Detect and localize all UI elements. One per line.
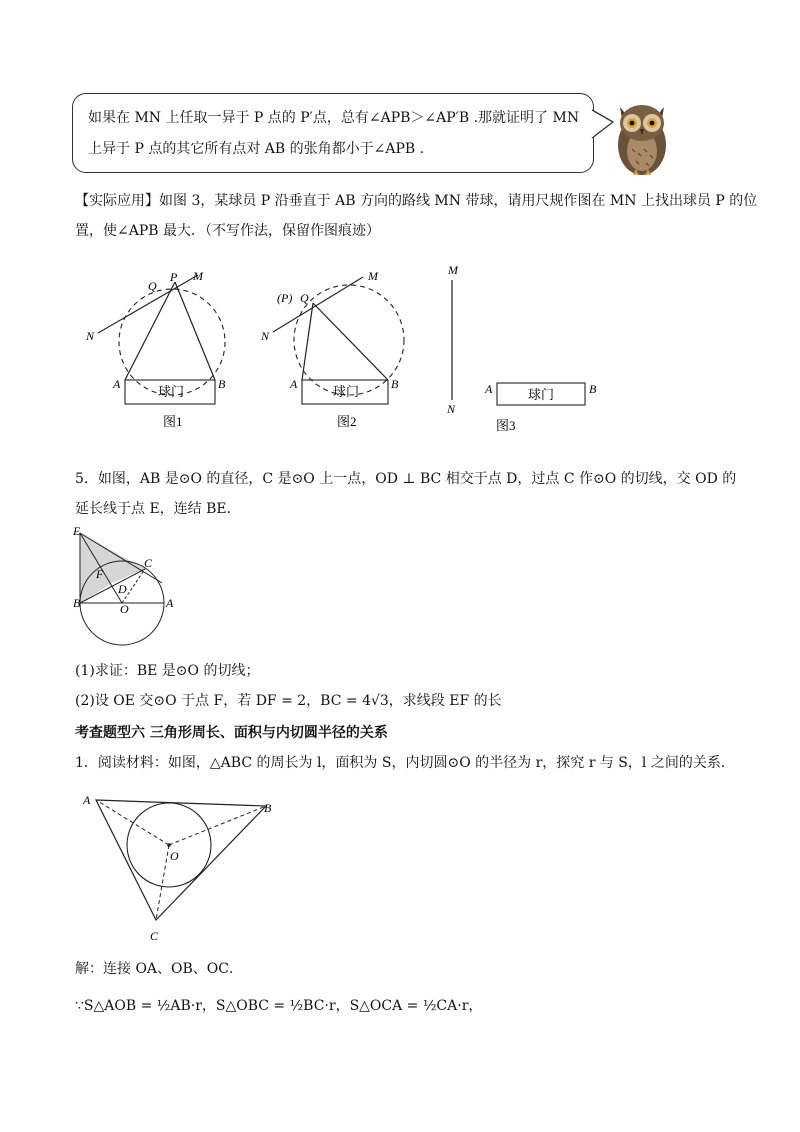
fig1-label-p: P: [170, 270, 178, 284]
incircle-label-b: B: [264, 801, 272, 815]
figure-1: [80, 260, 250, 435]
fig1-label-m: M: [193, 269, 203, 283]
fig3-goal-label: 球门: [528, 387, 555, 402]
section-q1: 1．阅读材料：如图，△ABC 的周长为 l，面积为 S，内切圆⊙O 的半径为 r，探究 r 与 S，l 之间的关系．: [75, 755, 735, 771]
fig2-goal-label: 球门: [333, 384, 360, 399]
fig3-label-b: B: [589, 382, 597, 396]
fig1-caption: 图1: [163, 414, 183, 429]
practice-line-2: 置，使∠APB 最大．（不写作法，保留作图痕迹）: [75, 223, 380, 239]
section-title: 考查题型六 三角形周长、面积与内切圆半径的关系: [75, 725, 388, 741]
incircle-figure: [80, 790, 290, 950]
fig2-line-ap: [302, 303, 313, 380]
q5-label-c: C: [144, 556, 153, 570]
practice-line-1: 【实际应用】如图 3，某球员 P 沿垂直于 AB 方向的路线 MN 带球，请用尺规作图在 MN 上找出球员 P 的位: [75, 193, 758, 209]
fig1-line-pb: [175, 282, 215, 380]
fig2-label-n: N: [261, 329, 270, 343]
fig1-label-a: A: [113, 377, 121, 391]
incircle-label-a: A: [83, 793, 91, 807]
q5-label-a: A: [166, 596, 174, 610]
fig2-label-b: B: [391, 377, 399, 391]
q5-shaded-region: [80, 533, 145, 603]
q5-figure: [70, 525, 180, 655]
figure-3: [440, 260, 610, 440]
q5-part-1: (1)求证：BE 是⊙O 的切线；: [75, 663, 260, 679]
center-point: [167, 843, 171, 847]
fig3-caption: 图3: [496, 418, 516, 433]
figure-2: [255, 260, 425, 435]
callout-box: [72, 93, 594, 173]
q5-label-d: D: [118, 582, 127, 596]
incircle-label-c: C: [150, 929, 159, 943]
fig1-goal-label: 球门: [158, 384, 185, 399]
fig2-label-m: M: [368, 269, 378, 283]
fig1-line-ap: [125, 282, 175, 380]
q5-label-b: B: [73, 596, 81, 610]
fig3-label-m: M: [448, 263, 458, 277]
callout-line-1: 如果在 MN 上任取一异于 P 点的 P′点，总有∠APB＞∠AP′B .那就证明了 MN: [88, 110, 580, 126]
fig3-label-n: N: [447, 402, 456, 416]
fig2-label-q: Q: [300, 291, 309, 305]
fig3-label-a: A: [485, 382, 493, 396]
q5-label-f: F: [96, 567, 104, 581]
fig1-label-n: N: [86, 329, 95, 343]
q5-line-1: 5．如图，AB 是⊙O 的直径，C 是⊙O 上一点，OD ⊥ BC 相交于点 D，过点 C 作⊙O 的切线，交 OD 的: [75, 471, 737, 487]
line-ob: [169, 806, 266, 845]
fig2-label-a: A: [290, 377, 298, 391]
fig1-label-b: B: [218, 377, 226, 391]
callout-line-2: 上异于 P 点的其它所有点对 AB 的张角都小于∠APB .: [88, 141, 425, 157]
fig1-circle: [119, 289, 225, 395]
q5-label-o: O: [120, 602, 129, 616]
fig1-label-q: Q: [148, 279, 157, 293]
q5-part-2: (2)设 OE 交⊙O 于点 F，若 DF = 2，BC = 4√3，求线段 EF 的长: [75, 693, 502, 709]
fig2-label-p: (P): [277, 291, 293, 305]
fig2-caption: 图2: [337, 414, 357, 429]
solution-line-1: 解：连接 OA、OB、OC．: [75, 961, 243, 977]
owl-icon: [610, 93, 674, 179]
fig2-line-pb: [313, 303, 388, 380]
q5-label-e: E: [73, 525, 81, 538]
incircle-label-o: O: [170, 849, 179, 863]
triangle-abc: [96, 800, 266, 920]
solution-line-2: ∵S△AOB = ½AB·r，S△OBC = ½BC·r，S△OCA = ½CA·r，: [75, 998, 483, 1014]
q5-line-2: 延长线于点 E，连结 BE．: [75, 501, 241, 517]
